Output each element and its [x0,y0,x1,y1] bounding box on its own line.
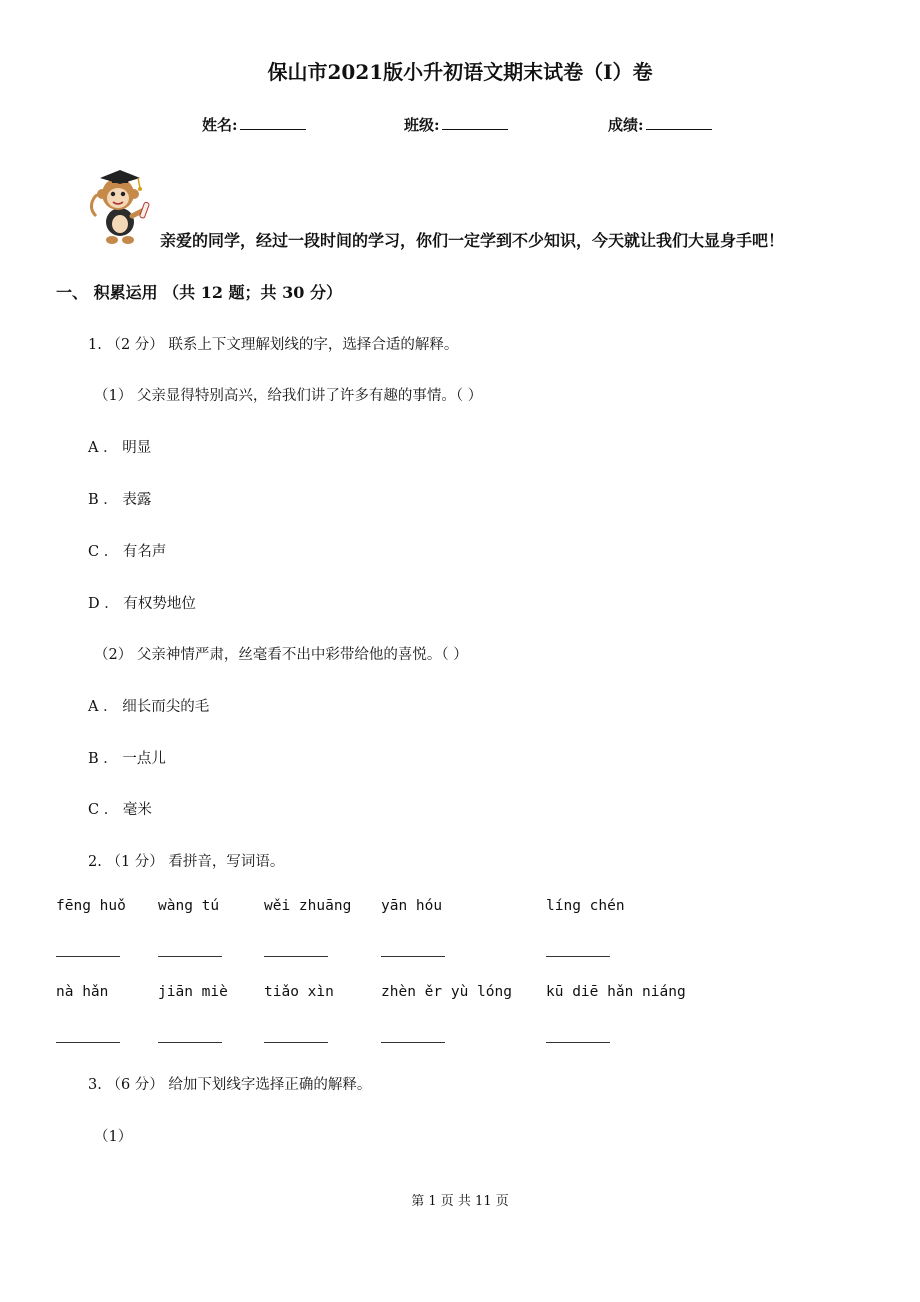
q1-sub1-option-d: D ． 有权势地位 [88,596,196,612]
score-label: 成绩: [608,116,644,134]
answer-blank [158,956,222,957]
question-1-sub-1: （1） 父亲显得特别高兴，给我们讲了许多有趣的事情。（ ） [94,388,483,404]
q1-sub1-option-b: B ． 表露 [88,492,152,508]
pinyin-10: kū diē hǎn niáng [546,984,686,1000]
score-field [608,114,712,135]
class-field [404,114,508,135]
score-blank [646,115,712,130]
pinyin-9: zhèn ěr yù lóng [381,984,512,1000]
q1-sub1-option-c: C ． 有名声 [88,544,167,560]
question-3-sub-1: （1） [94,1129,133,1145]
name-field [202,114,306,135]
answer-blank [381,956,445,957]
pinyin-3: wěi zhuāng [264,898,352,914]
page-footer: 第 1 页 共 11 页 [411,1194,509,1209]
q1-sub2-option-b: B ． 一点儿 [88,751,166,767]
q1-sub2-option-c: C ． 毫米 [88,802,152,818]
answer-blank [546,956,610,957]
answer-blank [158,1042,222,1043]
pinyin-5: líng chén [546,898,625,914]
intro-text: 亲爱的同学，经过一段时间的学习，你们一定学到不少知识，今天就让我们大显身手吧！ [160,231,785,250]
answer-blank [56,956,120,957]
section-heading-1: 一、 积累运用 （共 12 题；共 30 分） [56,283,342,302]
answer-blank [381,1042,445,1043]
name-label: 姓名: [202,116,238,134]
answer-blank [264,956,328,957]
pinyin-1: fēng huǒ [56,898,126,914]
pinyin-2: wàng tú [158,898,220,914]
answer-blank [264,1042,328,1043]
question-2-stem: 2. （1 分） 看拼音，写词语。 [88,854,285,870]
pinyin-4: yān hóu [381,898,443,914]
class-label: 班级: [404,116,440,134]
pinyin-8: tiǎo xìn [264,984,334,1000]
question-3-stem: 3. （6 分） 给加下划线字选择正确的解释。 [88,1077,372,1093]
question-1-sub-2: （2） 父亲神情严肃，丝毫看不出中彩带给他的喜悦。（ ） [94,647,468,663]
class-blank [442,115,508,130]
name-blank [240,115,306,130]
scholar-mascot-icon [86,164,158,248]
question-1-stem: 1. （2 分） 联系上下文理解划线的字，选择合适的解释。 [88,337,459,353]
page-title: 保山市2021版小升初语文期末试卷（I）卷 [267,60,653,84]
q1-sub1-option-a: A ． 明显 [88,440,152,456]
answer-blank [56,1042,120,1043]
q1-sub2-option-a: A ． 细长而尖的毛 [88,699,210,715]
pinyin-6: nà hǎn [56,984,109,1000]
pinyin-7: jiān miè [158,984,228,1000]
answer-blank [546,1042,610,1043]
